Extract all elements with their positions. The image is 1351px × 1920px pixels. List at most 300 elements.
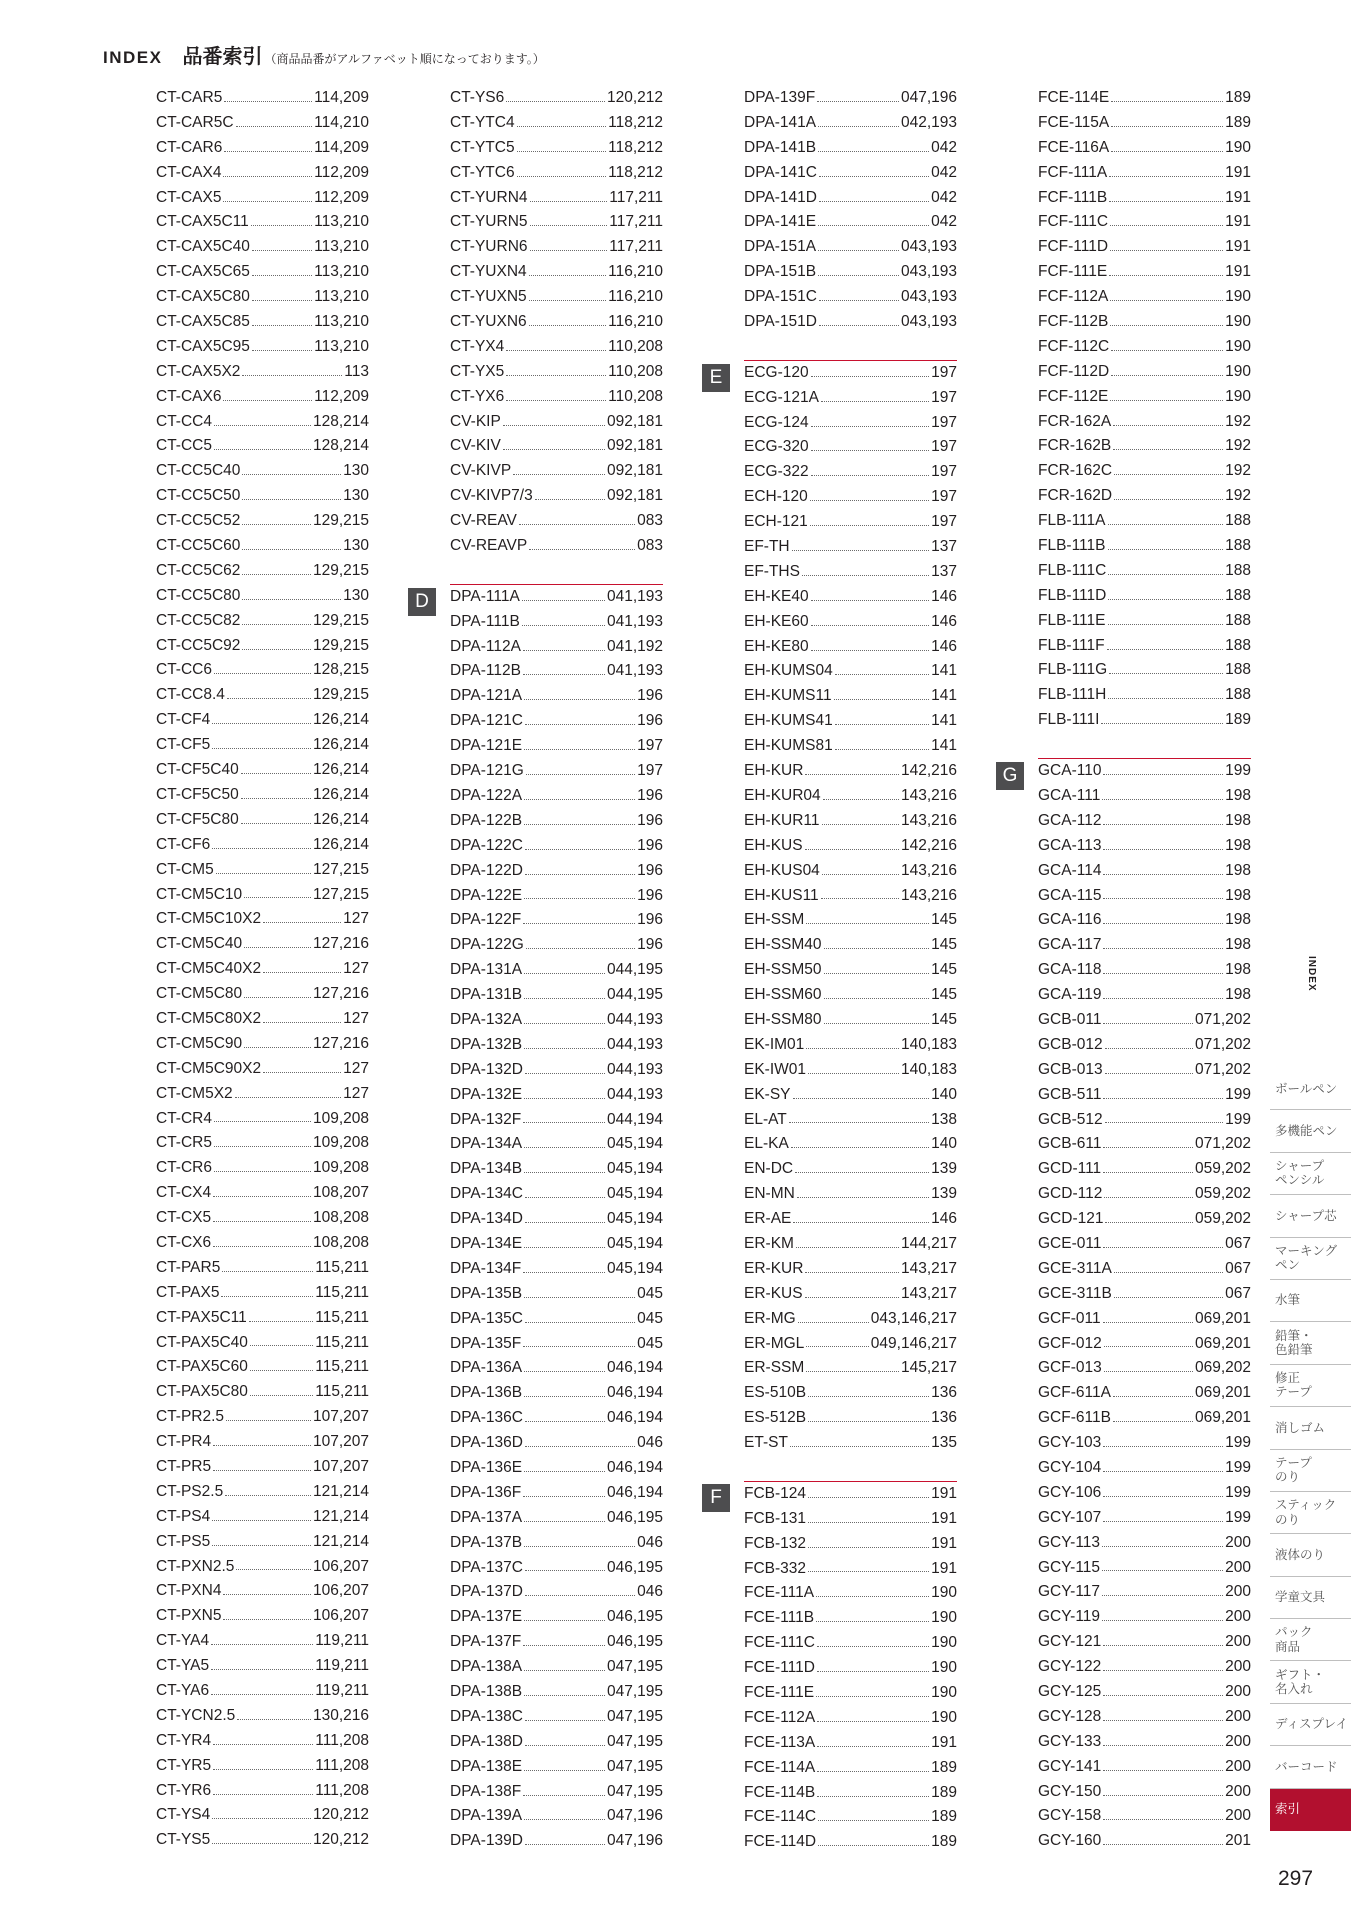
- page-refs: 071,202: [1194, 1035, 1251, 1053]
- index-entry: [744, 709, 957, 734]
- product-code: DPA-132F: [450, 1110, 522, 1128]
- index-entry: [156, 509, 369, 534]
- index-entry: [1038, 658, 1251, 683]
- page-refs: 121,214: [312, 1532, 369, 1550]
- dot-leader: [524, 898, 635, 899]
- product-code: FCF-111A: [1038, 163, 1108, 181]
- category-tab[interactable]: スティック のり: [1270, 1492, 1351, 1534]
- page-refs: 191: [931, 1509, 957, 1527]
- dot-leader: [1103, 1770, 1223, 1771]
- product-code: GCF-012: [1038, 1334, 1102, 1352]
- page-refs: 046,194: [606, 1384, 663, 1402]
- index-entry: [156, 1604, 369, 1629]
- product-code: EH-KUS04: [744, 861, 820, 879]
- index-entry: [744, 809, 957, 834]
- product-code: ES-510B: [744, 1384, 807, 1402]
- index-entry: [744, 111, 957, 136]
- product-code: EH-KUMS41: [744, 712, 833, 730]
- dot-leader: [524, 1396, 605, 1397]
- index-entry: [450, 434, 663, 459]
- dot-leader: [1105, 1048, 1193, 1049]
- product-code: EN-MN: [744, 1185, 795, 1203]
- dot-leader: [242, 524, 311, 525]
- dot-leader: [1103, 1496, 1223, 1497]
- index-entry: [744, 510, 957, 535]
- category-tab[interactable]: シャープ ペンシル: [1270, 1153, 1351, 1195]
- page-title-note: （商品品番がアルファベット順になっております。）: [264, 52, 545, 66]
- index-entry: [1038, 1108, 1251, 1133]
- index-entry: [1038, 908, 1251, 933]
- page-refs: 110,208: [608, 387, 663, 405]
- product-code: GCY-119: [1038, 1608, 1101, 1626]
- page-refs: 045,194: [606, 1259, 663, 1277]
- page-refs: 197: [931, 363, 957, 381]
- index-entry: [744, 411, 957, 436]
- page-refs: 196: [637, 811, 663, 829]
- page-refs: 189: [931, 1833, 957, 1851]
- page-refs: 047,195: [606, 1782, 663, 1800]
- product-code: FCE-115A: [1038, 113, 1110, 131]
- product-code: CT-CC5C80: [156, 586, 241, 604]
- dot-leader: [1103, 998, 1223, 999]
- product-code: DPA-132B: [450, 1035, 523, 1053]
- product-code: EF-THS: [744, 562, 800, 580]
- index-entry: [156, 260, 369, 285]
- dot-leader: [242, 499, 341, 500]
- index-entry: [744, 1282, 957, 1307]
- dot-leader: [1103, 1745, 1223, 1746]
- dot-leader: [1113, 425, 1223, 426]
- page-refs: 111,208: [315, 1756, 369, 1774]
- category-tab[interactable]: ボールペン: [1270, 1068, 1351, 1110]
- dot-leader: [1102, 1595, 1223, 1596]
- dot-leader: [1114, 1272, 1223, 1273]
- page-refs: 188: [1225, 636, 1251, 654]
- product-code: DPA-132A: [450, 1010, 523, 1028]
- dot-leader: [1114, 499, 1223, 500]
- page-refs: 196: [637, 786, 663, 804]
- category-tab[interactable]: シャープ芯: [1270, 1195, 1351, 1237]
- category-tab[interactable]: マーキング ペン: [1270, 1238, 1351, 1280]
- page-refs: 119,211: [315, 1682, 369, 1699]
- index-entry: [156, 1579, 369, 1604]
- dot-leader: [517, 151, 607, 152]
- page-refs: 046: [637, 1434, 663, 1452]
- dot-leader: [1109, 176, 1223, 177]
- product-code: DPA-112B: [450, 662, 521, 680]
- index-entry: [156, 1355, 369, 1380]
- index-entry: [744, 983, 957, 1008]
- page-refs: 041,192: [606, 637, 663, 655]
- dot-leader: [818, 1820, 929, 1821]
- page-refs: 197: [931, 488, 957, 506]
- index-entry: [744, 386, 957, 411]
- page-refs: 200: [1225, 1633, 1251, 1651]
- product-code: CT-CF4: [156, 711, 211, 729]
- category-tab[interactable]: ギフト・ 名入れ: [1270, 1661, 1351, 1703]
- index-entry: [156, 235, 369, 260]
- dot-leader: [821, 898, 899, 899]
- page-refs: 041,193: [606, 662, 663, 680]
- product-code: GCY-117: [1038, 1583, 1101, 1601]
- product-code: CT-YTC5: [450, 138, 515, 156]
- index-entry: [744, 859, 957, 884]
- index-entry: [156, 534, 369, 559]
- index-entry: [744, 1406, 957, 1431]
- dot-leader: [251, 225, 312, 226]
- product-code: GCY-160: [1038, 1832, 1102, 1850]
- product-code: GCY-104: [1038, 1458, 1102, 1476]
- dot-leader: [241, 798, 311, 799]
- dot-leader: [1110, 250, 1223, 251]
- category-tab[interactable]: ディスプレイ: [1270, 1704, 1351, 1746]
- page-refs: 115,211: [315, 1333, 369, 1351]
- page-refs: 092,181: [606, 487, 663, 505]
- page-refs: 201: [1225, 1832, 1251, 1850]
- index-entry: [1038, 809, 1251, 834]
- page-refs: 197: [931, 388, 957, 406]
- index-entry: [744, 360, 957, 386]
- dot-leader: [242, 574, 311, 575]
- dot-leader: [1103, 1023, 1193, 1024]
- product-code: ER-AE: [744, 1210, 792, 1228]
- dot-leader: [1113, 1396, 1193, 1397]
- page-refs: 199: [1225, 1085, 1251, 1103]
- page-refs: 190: [931, 1684, 957, 1701]
- dot-leader: [524, 1098, 605, 1099]
- product-code: CT-PAX5: [156, 1283, 220, 1301]
- dot-leader: [263, 972, 341, 973]
- index-entry: [1038, 186, 1251, 211]
- product-code: FCE-114A: [744, 1758, 816, 1776]
- page-refs: 127: [343, 1084, 369, 1102]
- index-entry: [744, 958, 957, 983]
- product-code: EH-SSM40: [744, 936, 822, 954]
- product-code: CV-KIP: [450, 412, 501, 430]
- product-code: EH-SSM50: [744, 961, 822, 979]
- index-entry: [156, 310, 369, 335]
- page-refs: 059,202: [1194, 1185, 1251, 1203]
- index-entry: [156, 360, 369, 385]
- dot-leader: [1108, 624, 1224, 625]
- product-code: DPA-151D: [744, 313, 817, 331]
- index-entry: [450, 709, 663, 734]
- dot-leader: [524, 1670, 605, 1671]
- dot-leader: [823, 799, 899, 800]
- index-entry: [1038, 1332, 1251, 1357]
- product-code: DPA-122B: [450, 811, 523, 829]
- page-refs: 130: [343, 537, 369, 555]
- index-entry: [450, 1655, 663, 1680]
- product-code: FCF-111E: [1038, 263, 1108, 281]
- page-refs: 049,146,217: [870, 1334, 957, 1352]
- product-code: ER-KUR: [744, 1259, 804, 1277]
- index-entry: [156, 584, 369, 609]
- product-code: DPA-136B: [450, 1384, 523, 1402]
- section-gap: [450, 559, 663, 584]
- product-code: ES-512B: [744, 1409, 807, 1427]
- page-refs: 200: [1225, 1757, 1251, 1775]
- product-code: DPA-122G: [450, 936, 524, 954]
- dot-leader: [525, 724, 635, 725]
- dot-leader: [1103, 948, 1223, 949]
- dot-leader: [790, 1446, 929, 1447]
- index-entry: [744, 1681, 957, 1706]
- product-code: EH-SSM80: [744, 1010, 822, 1028]
- dot-leader: [1109, 673, 1223, 674]
- index-entry: [1038, 360, 1251, 385]
- page-refs: 196: [637, 936, 663, 954]
- index-entry: [1038, 1630, 1251, 1655]
- dot-leader: [817, 1796, 929, 1797]
- page-refs: 127: [343, 1059, 369, 1077]
- page-refs: 044,193: [606, 1010, 663, 1028]
- index-entry: [450, 285, 663, 310]
- product-code: CT-CAX5C85: [156, 313, 250, 331]
- index-entry: [156, 1131, 369, 1156]
- page-refs: 106,207: [312, 1557, 369, 1575]
- page-refs: 092,181: [606, 462, 663, 480]
- index-entry: [450, 1108, 663, 1133]
- product-code: GCA-114: [1038, 861, 1102, 879]
- product-code: EH-SSM60: [744, 986, 822, 1004]
- category-tab[interactable]: 鉛筆・ 色鉛筆: [1270, 1322, 1351, 1364]
- product-code: EH-KUS11: [744, 886, 819, 904]
- dot-leader: [816, 1696, 929, 1697]
- page-refs: 140: [931, 1085, 957, 1103]
- page-refs: 112,209: [314, 188, 369, 206]
- index-entry: [450, 809, 663, 834]
- dot-leader: [835, 674, 929, 675]
- dot-leader: [523, 1272, 605, 1273]
- index-entry: [744, 186, 957, 211]
- index-entry: [156, 1654, 369, 1679]
- dot-leader: [252, 350, 312, 351]
- dot-leader: [525, 874, 635, 875]
- product-code: GCY-122: [1038, 1658, 1102, 1676]
- dot-leader: [789, 1122, 929, 1123]
- index-entry: [744, 1581, 957, 1606]
- dot-leader: [211, 1669, 313, 1670]
- dot-leader: [213, 1196, 311, 1197]
- index-entry: [744, 1033, 957, 1058]
- dot-leader: [212, 1520, 311, 1521]
- index-entry: [450, 1058, 663, 1083]
- page-refs: 189: [1225, 113, 1251, 131]
- page-refs: 197: [637, 737, 663, 755]
- product-code: CV-KIVP7/3: [450, 487, 533, 505]
- product-code: CT-CAX6: [156, 387, 222, 405]
- index-entry: [744, 1756, 957, 1781]
- category-tab[interactable]: 消しゴム: [1270, 1407, 1351, 1449]
- product-code: CT-PAX5C60: [156, 1358, 248, 1376]
- page-refs: 113,210: [314, 313, 369, 331]
- page-refs: 115,211: [315, 1383, 369, 1401]
- index-entry: [744, 1307, 957, 1332]
- dot-leader: [1110, 225, 1223, 226]
- index-entry: [156, 1555, 369, 1580]
- product-code: DPA-151C: [744, 288, 817, 306]
- dot-leader: [517, 126, 607, 127]
- product-code: FCE-114D: [744, 1833, 817, 1851]
- category-tab[interactable]: 多機能ペン: [1270, 1110, 1351, 1152]
- dot-leader: [236, 1569, 311, 1570]
- dot-leader: [1102, 799, 1223, 800]
- category-tab-nav: [1270, 1068, 1351, 1831]
- index-entry: [744, 1532, 957, 1557]
- dot-leader: [817, 1771, 929, 1772]
- product-code: DPA-135C: [450, 1309, 523, 1327]
- index-entry: [1038, 434, 1251, 459]
- index-entry: [744, 1182, 957, 1207]
- index-entry: [156, 1082, 369, 1107]
- dot-leader: [1103, 1098, 1223, 1099]
- page-refs: 188: [1225, 661, 1251, 679]
- dot-leader: [1103, 1147, 1193, 1148]
- product-code: GCY-106: [1038, 1483, 1102, 1501]
- index-entry: [450, 1182, 663, 1207]
- dot-leader: [1103, 824, 1223, 825]
- category-tab[interactable]: 液体のり: [1270, 1534, 1351, 1576]
- index-entry: [156, 833, 369, 858]
- product-code: GCY-113: [1038, 1533, 1101, 1551]
- dot-leader: [526, 774, 635, 775]
- product-code: GCD-112: [1038, 1185, 1103, 1203]
- index-entry: [1038, 1033, 1251, 1058]
- dot-leader: [802, 575, 929, 576]
- page-refs: 107,207: [312, 1433, 369, 1451]
- dot-leader: [805, 1297, 899, 1298]
- product-code: FCF-111B: [1038, 188, 1108, 206]
- page-refs: 129,215: [312, 561, 369, 579]
- index-entry: [156, 808, 369, 833]
- index-entry: [744, 1058, 957, 1083]
- dot-leader: [1111, 350, 1223, 351]
- product-code: DPA-137E: [450, 1608, 523, 1626]
- index-entry: [450, 1008, 663, 1033]
- page-refs: 047,196: [606, 1832, 663, 1850]
- product-code: DPA-139A: [450, 1807, 523, 1825]
- product-code: CT-YS6: [450, 89, 505, 106]
- page-refs: 117,211: [609, 188, 663, 206]
- product-code: GCY-121: [1038, 1633, 1102, 1651]
- page-refs: 191: [931, 1534, 957, 1552]
- product-code: GCA-115: [1038, 886, 1102, 904]
- product-code: FCR-162C: [1038, 462, 1113, 480]
- index-entry: [744, 1507, 957, 1532]
- category-tab[interactable]: 索引: [1270, 1789, 1351, 1831]
- index-column-1: [156, 86, 369, 1853]
- product-code: DPA-136F: [450, 1483, 522, 1501]
- dot-leader: [525, 1322, 635, 1323]
- page-refs: 143,217: [900, 1259, 957, 1277]
- index-entry: [1038, 235, 1251, 260]
- index-entry: [450, 1630, 663, 1655]
- category-tab[interactable]: 修正 テープ: [1270, 1365, 1351, 1407]
- index-entry: [1038, 86, 1251, 111]
- index-entry: [450, 1157, 663, 1182]
- index-column-4: [1038, 86, 1251, 1854]
- product-code: GCE-011: [1038, 1234, 1102, 1252]
- dot-leader: [523, 1795, 605, 1796]
- page-refs: 110,208: [608, 362, 663, 380]
- page-refs: 047,195: [606, 1757, 663, 1775]
- dot-leader: [1103, 1322, 1193, 1323]
- category-tab[interactable]: バーコード: [1270, 1746, 1351, 1788]
- category-tab[interactable]: 学童文具: [1270, 1577, 1351, 1619]
- index-entry: [156, 1331, 369, 1356]
- dot-leader: [214, 449, 311, 450]
- page-refs: 069,201: [1194, 1409, 1251, 1427]
- page-refs: 138: [931, 1110, 957, 1128]
- page-refs: 191: [1225, 238, 1251, 256]
- dot-leader: [1103, 849, 1223, 850]
- product-code: GCB-611: [1038, 1135, 1102, 1153]
- index-entry: [450, 1406, 663, 1431]
- index-entry: [1038, 1705, 1251, 1730]
- page-refs: 107,207: [312, 1457, 369, 1475]
- page-refs: 200: [1225, 1732, 1251, 1750]
- page-refs: 106,207: [312, 1607, 369, 1625]
- index-entry: [156, 410, 369, 435]
- index-entry: [744, 1132, 957, 1157]
- index-entry: [156, 634, 369, 659]
- category-tab[interactable]: テープ のり: [1270, 1450, 1351, 1492]
- product-code: GCE-311A: [1038, 1259, 1112, 1277]
- product-code: GCA-119: [1038, 986, 1102, 1004]
- dot-leader: [524, 998, 605, 999]
- page-refs: 113,210: [314, 213, 369, 231]
- product-code: CT-CC6: [156, 661, 212, 679]
- dot-leader: [525, 1570, 605, 1571]
- dot-leader: [250, 1395, 313, 1396]
- dot-leader: [223, 176, 312, 177]
- dot-leader: [523, 1645, 605, 1646]
- dot-leader: [1103, 1521, 1223, 1522]
- page-refs: 071,202: [1194, 1010, 1251, 1028]
- page-refs: 199: [1225, 1458, 1251, 1476]
- index-entry: [744, 1481, 957, 1507]
- dot-leader: [524, 1023, 605, 1024]
- index-entry: [156, 1107, 369, 1132]
- dot-leader: [817, 1646, 929, 1647]
- page-refs: 127: [343, 1009, 369, 1027]
- dot-leader: [213, 1221, 311, 1222]
- dot-leader: [503, 449, 605, 450]
- product-code: EN-DC: [744, 1160, 794, 1178]
- page-refs: 129,215: [312, 512, 369, 530]
- dot-leader: [818, 250, 899, 251]
- page-refs: 042: [931, 138, 957, 156]
- category-tab[interactable]: パック 商品: [1270, 1619, 1351, 1661]
- dot-leader: [213, 1769, 313, 1770]
- page-refs: 047,195: [606, 1683, 663, 1700]
- page-refs: 146: [931, 1210, 957, 1228]
- index-entry: [450, 1083, 663, 1108]
- page-refs: 043,193: [900, 288, 957, 306]
- page-refs: 145,217: [900, 1359, 957, 1377]
- product-code: DPA-138A: [450, 1658, 523, 1676]
- dot-leader: [223, 1619, 311, 1620]
- product-code: FCE-111E: [744, 1684, 815, 1701]
- index-entry: [744, 460, 957, 485]
- product-code: DPA-139F: [744, 89, 816, 106]
- category-tab[interactable]: 水筆: [1270, 1280, 1351, 1322]
- product-code: FCF-111D: [1038, 238, 1109, 256]
- page-refs: 127,216: [312, 1034, 369, 1052]
- page-refs: 199: [1225, 1483, 1251, 1501]
- index-entry: [1038, 310, 1251, 335]
